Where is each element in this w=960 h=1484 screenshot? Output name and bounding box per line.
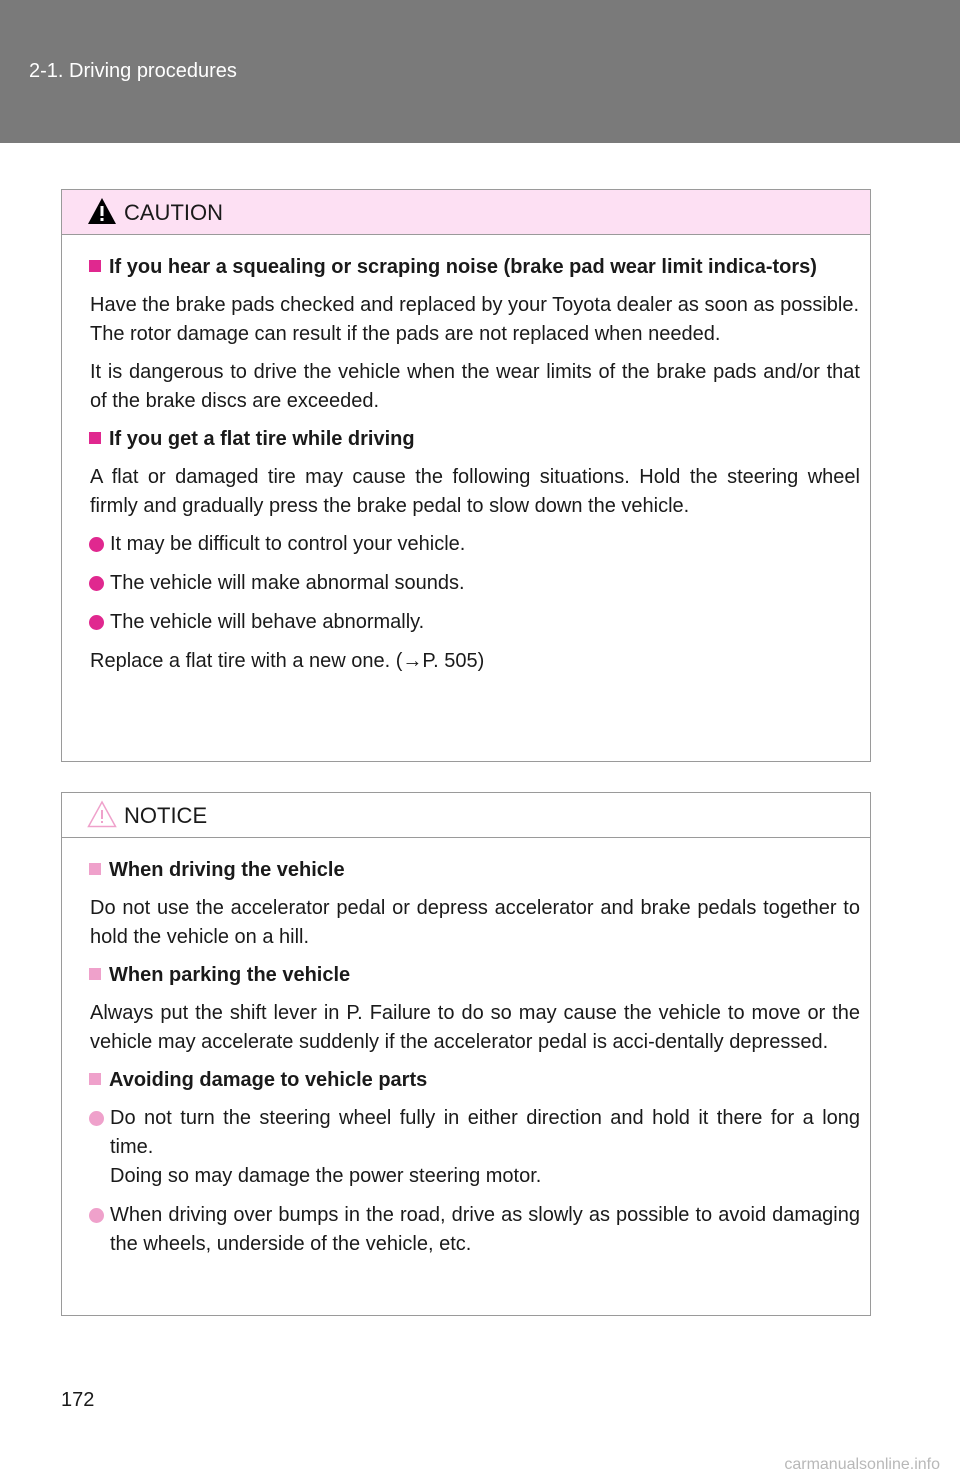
notice-warning-icon [87,800,117,828]
page-number: 172 [61,1389,95,1411]
list-item: It may be difficult to control your vehicle. [89,530,860,559]
notice-para-2: Always put the shift lever in P. Failure to do so may cause the vehicle to move or the vehicle may accelerate suddenly if the accelerator pedal is acci-dentally depressed. [90,1002,860,1053]
square-bullet-icon [89,432,101,444]
circle-bullet-icon [89,537,104,552]
caution-para-3: A flat or damaged tire may cause the following situations. Hold the steering wheel firmly and gradually press the brake pedal to slow down the vehicle. [90,466,860,517]
notice-heading-1: When driving the vehicle [89,856,860,885]
circle-bullet-icon [89,1111,104,1126]
list-item: The vehicle will behave abnormally. [89,608,860,637]
list-item: When driving over bumps in the road, drive as slowly as possible to avoid damaging the wheels, underside of the vehicle, etc. [89,1201,860,1259]
watermark: carmanualsonline.info [784,1456,940,1473]
warning-icon [87,197,117,225]
list-item: The vehicle will make abnormal sounds. [89,569,860,598]
page-header [0,0,960,143]
caution-heading-1: If you hear a squealing or scraping noise (brake pad wear limit indica-tors) [89,253,860,282]
square-bullet-icon [89,260,101,272]
notice-content [62,838,870,1259]
caution-heading-2: If you get a flat tire while driving [89,425,860,454]
circle-bullet-icon [89,1208,104,1223]
notice-header [62,793,870,838]
square-bullet-icon [89,863,101,875]
caution-header [62,190,870,235]
square-bullet-icon [89,1073,101,1085]
caution-box [61,189,871,762]
caution-footer: Replace a flat tire with a new one. (→P. 505) [90,650,485,672]
circle-bullet-icon [89,576,104,591]
caution-content [62,235,870,676]
square-bullet-icon [89,968,101,980]
notice-para-1: Do not use the accelerator pedal or depress accelerator and brake pedals together to hold the vehicle on a hill. [90,897,860,948]
notice-heading-2: When parking the vehicle [89,961,860,990]
caution-title: CAUTION [124,200,223,225]
section-title: 2-1. Driving procedures [29,60,237,82]
list-item: Do not turn the steering wheel fully in either direction and hold it there for a long time. Doing so may damage the power steering motor. [89,1104,860,1191]
caution-para-2: It is dangerous to drive the vehicle when the wear limits of the brake pads and/or that of the brake discs are exceeded. [90,361,860,412]
notice-heading-3: Avoiding damage to vehicle parts [89,1066,860,1095]
notice-box [61,792,871,1316]
circle-bullet-icon [89,615,104,630]
caution-para-1: Have the brake pads checked and replaced by your Toyota dealer as soon as possible. The rotor damage can result if the pads are not replaced when needed. [90,294,860,345]
notice-title: NOTICE [124,803,208,828]
